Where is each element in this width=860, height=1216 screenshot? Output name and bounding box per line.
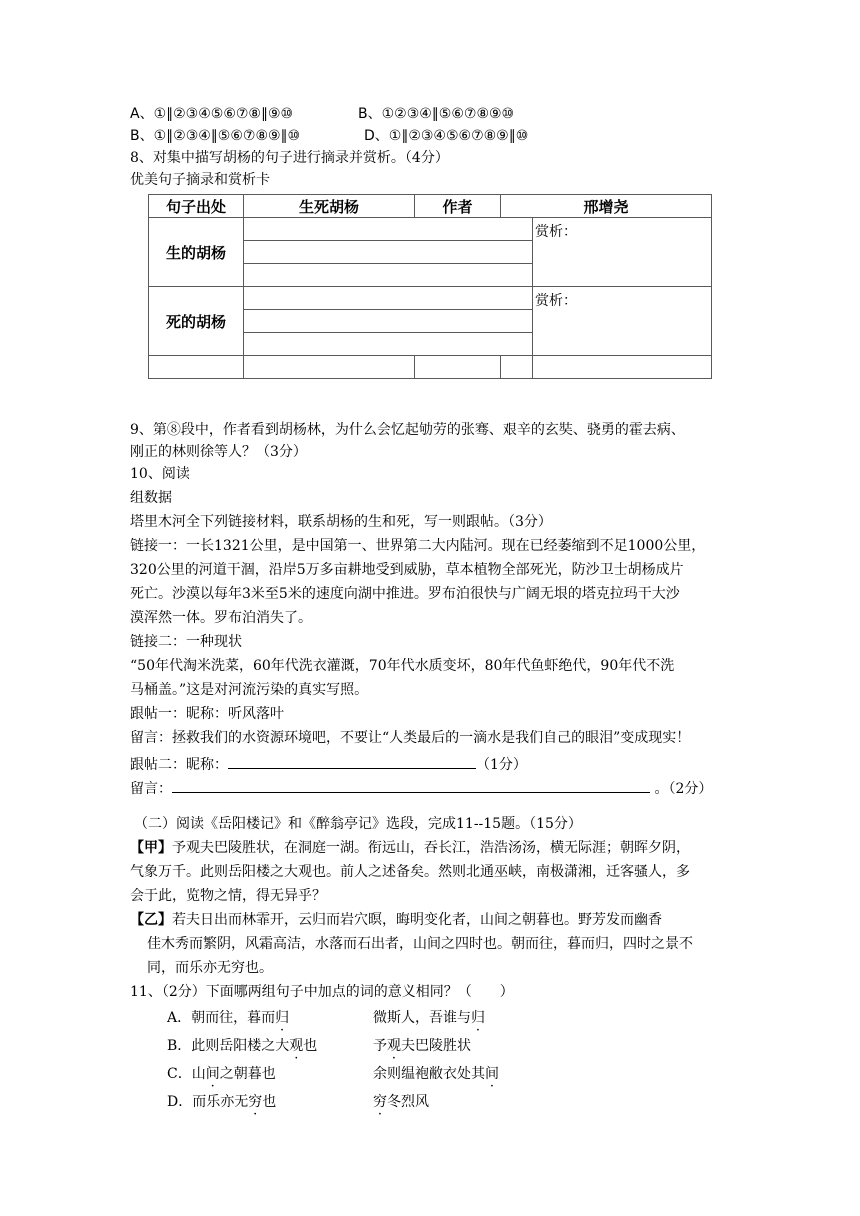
yi-tag: 【乙】 xyxy=(130,912,172,928)
q8-question: 8、对集中描写胡杨的句子进行摘录并赏析。（4分） xyxy=(130,150,449,166)
option-label: C． xyxy=(167,1066,192,1082)
link2-title: 链接二：一种现状 xyxy=(130,634,242,650)
yi-text-1: 若夫日出而林霏开，云归而岩穴暝，晦明变化者，山间之朝暮也。野芳发而幽香 xyxy=(172,912,662,928)
row-label-dead: 死的胡杨 xyxy=(149,287,244,356)
q11-option-c-right xyxy=(373,1064,499,1084)
post2-message-row xyxy=(130,776,712,799)
option-text: 冬烈风 xyxy=(387,1094,429,1110)
sentence-card-table xyxy=(148,194,712,379)
q11-option-b-right xyxy=(373,1036,471,1056)
header-title: 生死胡杨 xyxy=(244,195,415,218)
link1-line-1: 链接一：一长1321公里，是中国第一、世界第二大内陆河。现在已经萎缩到不足1000公里， xyxy=(130,538,706,554)
q7-option-b: B、①②③④∥⑤⑥⑦⑧⑨⑩ xyxy=(358,106,515,122)
excerpt-line[interactable] xyxy=(244,264,533,287)
option-text: 此则岳阳楼之大 xyxy=(191,1038,290,1054)
q10-subtitle: 组数据 xyxy=(130,490,172,506)
analysis-cell-live[interactable] xyxy=(533,218,712,287)
q7-option-a: A、①∥②③④⑤⑥⑦⑧∥⑨⑩ xyxy=(130,106,294,122)
excerpt-line[interactable] xyxy=(244,218,533,241)
q7-option-d: D、①∥②③④⑤⑥⑦⑧⑨∥⑩ xyxy=(364,128,529,144)
dotted-char: 间 xyxy=(205,1066,220,1082)
dotted-char: 间 xyxy=(485,1066,499,1082)
option-text: 夫巴陵胜状 xyxy=(401,1038,471,1054)
option-label: B． xyxy=(167,1038,192,1054)
excerpt-line[interactable] xyxy=(244,287,533,310)
dotted-char: 观 xyxy=(289,1038,304,1054)
excerpt-line[interactable] xyxy=(244,310,533,333)
analysis-cell-dead[interactable] xyxy=(533,287,712,356)
post2-message-label: 留言： xyxy=(130,781,172,797)
yi-line-1 xyxy=(130,910,662,930)
option-text: 之朝暮也 xyxy=(219,1066,276,1082)
row-label-live: 生的胡杨 xyxy=(149,218,244,287)
q9-line-2: 刚正的林则徐等人？（3分） xyxy=(130,444,307,460)
q11-option-a-left xyxy=(167,1008,289,1028)
yi-line-2: 佳木秀而繁阴，风霜高洁，水落而石出者，山间之四时也。朝而往，暮而归，四时之景不 xyxy=(147,936,693,952)
header-author-label: 作者 xyxy=(415,195,501,218)
option-text: 而乐亦无 xyxy=(192,1094,249,1110)
empty-cell xyxy=(501,356,533,379)
link1-line-2: 320公里的河道干涸，沿岸5万多亩耕地受到威胁，草本植物全部死光，防沙卫士胡杨成片 xyxy=(130,562,684,578)
option-text: 也 xyxy=(262,1094,277,1110)
dotted-char: 穷 xyxy=(373,1094,387,1110)
option-label: D． xyxy=(167,1094,193,1110)
excerpt-line[interactable] xyxy=(244,241,533,264)
jia-tag: 【甲】 xyxy=(130,840,172,856)
post2-name-score: （1分） xyxy=(476,757,527,773)
yi-line-3: 同，而乐亦无穷也。 xyxy=(147,960,273,976)
excerpt-line[interactable] xyxy=(244,333,533,356)
empty-cell xyxy=(533,356,712,379)
header-author-name: 邢增尧 xyxy=(501,195,712,218)
empty-cell xyxy=(244,356,415,379)
analysis-label: 赏析： xyxy=(535,293,577,309)
empty-cell xyxy=(415,356,501,379)
option-text: 朝而往，暮而 xyxy=(191,1010,276,1026)
post1-name: 跟帖一：昵称：听风落叶 xyxy=(130,706,284,722)
option-label: A． xyxy=(167,1010,192,1026)
jia-line-2: 气象万千。此则岳阳楼之大观也。前人之述备矣。然则北通巫峡，南极潇湘，迁客骚人，多 xyxy=(130,864,690,880)
option-text: 山 xyxy=(191,1066,206,1082)
link2-line-2: 马桶盖。”这是对河流污染的真实写照。 xyxy=(130,682,369,698)
dotted-char: 归 xyxy=(275,1010,290,1026)
option-text: 也 xyxy=(303,1038,318,1054)
post2-name-label: 跟帖二：昵称： xyxy=(130,757,228,773)
part2-heading: （二）阅读《岳阳楼记》和《醉翁亭记》选段，完成11--15题。（15分） xyxy=(134,816,582,832)
q11-option-d-right xyxy=(373,1092,429,1112)
option-text: 微斯人，吾谁与 xyxy=(373,1010,471,1026)
post2-message-blank[interactable] xyxy=(172,776,650,793)
link1-line-4: 漠浑然一体。罗布泊消失了。 xyxy=(130,610,312,626)
option-text: 予 xyxy=(373,1038,387,1054)
post1-message: 留言：拯救我们的水资源环境吧，不要让“人类最后的一滴水是我们自己的眼泪”变成现实！ xyxy=(130,730,691,746)
q11-option-d-left xyxy=(167,1092,276,1112)
q7-option-c: B、①∥②③④∥⑤⑥⑦⑧⑨∥⑩ xyxy=(130,128,301,144)
dotted-char: 归 xyxy=(471,1010,485,1026)
analysis-label: 赏析： xyxy=(535,224,577,240)
dotted-char: 穷 xyxy=(248,1094,263,1110)
q11-question: 11、（2分）下面哪两组句子中加点的词的意义相同？（ ） xyxy=(130,984,514,1000)
q11-option-b-left xyxy=(167,1036,317,1056)
dotted-char: 观 xyxy=(387,1038,401,1054)
jia-line-3: 会于此，览物之情，得无异乎？ xyxy=(130,888,326,904)
option-text: 余则缊袍敝衣处其 xyxy=(373,1066,485,1082)
header-source: 句子出处 xyxy=(149,195,244,218)
post2-message-score: 。（2分） xyxy=(654,781,713,797)
post2-name-blank[interactable] xyxy=(228,752,476,769)
q11-option-c-left xyxy=(167,1064,276,1084)
q10-intro: 塔里木河全下列链接材料，联系胡杨的生和死，写一则跟帖。（3分） xyxy=(130,514,552,530)
q8-card-title: 优美句子摘录和赏析卡 xyxy=(130,172,270,188)
q9-line-1: 9、第⑧段中，作者看到胡杨林，为什么会忆起劬劳的张骞、艰辛的玄奘、骁勇的霍去病、 xyxy=(130,422,685,438)
q10-title: 10、阅读 xyxy=(130,466,190,482)
link2-line-1: “50年代淘米洗菜，60年代洗衣灌溉，70年代水质变坏，80年代鱼虾绝代，90年代不洗 xyxy=(130,658,675,674)
q11-option-a-right xyxy=(373,1008,485,1028)
jia-text-1: 予观夫巴陵胜状，在洞庭一湖。衔远山，吞长江，浩浩汤汤，横无际涯；朝晖夕阴， xyxy=(172,840,690,856)
jia-line-1 xyxy=(130,838,690,858)
link1-line-3: 死亡。沙漠以每年3米至5米的速度向湖中推进。罗布泊很快与广阔无垠的塔克拉玛干大沙 xyxy=(130,586,680,602)
empty-cell xyxy=(149,356,244,379)
post2-name-row xyxy=(130,752,527,775)
